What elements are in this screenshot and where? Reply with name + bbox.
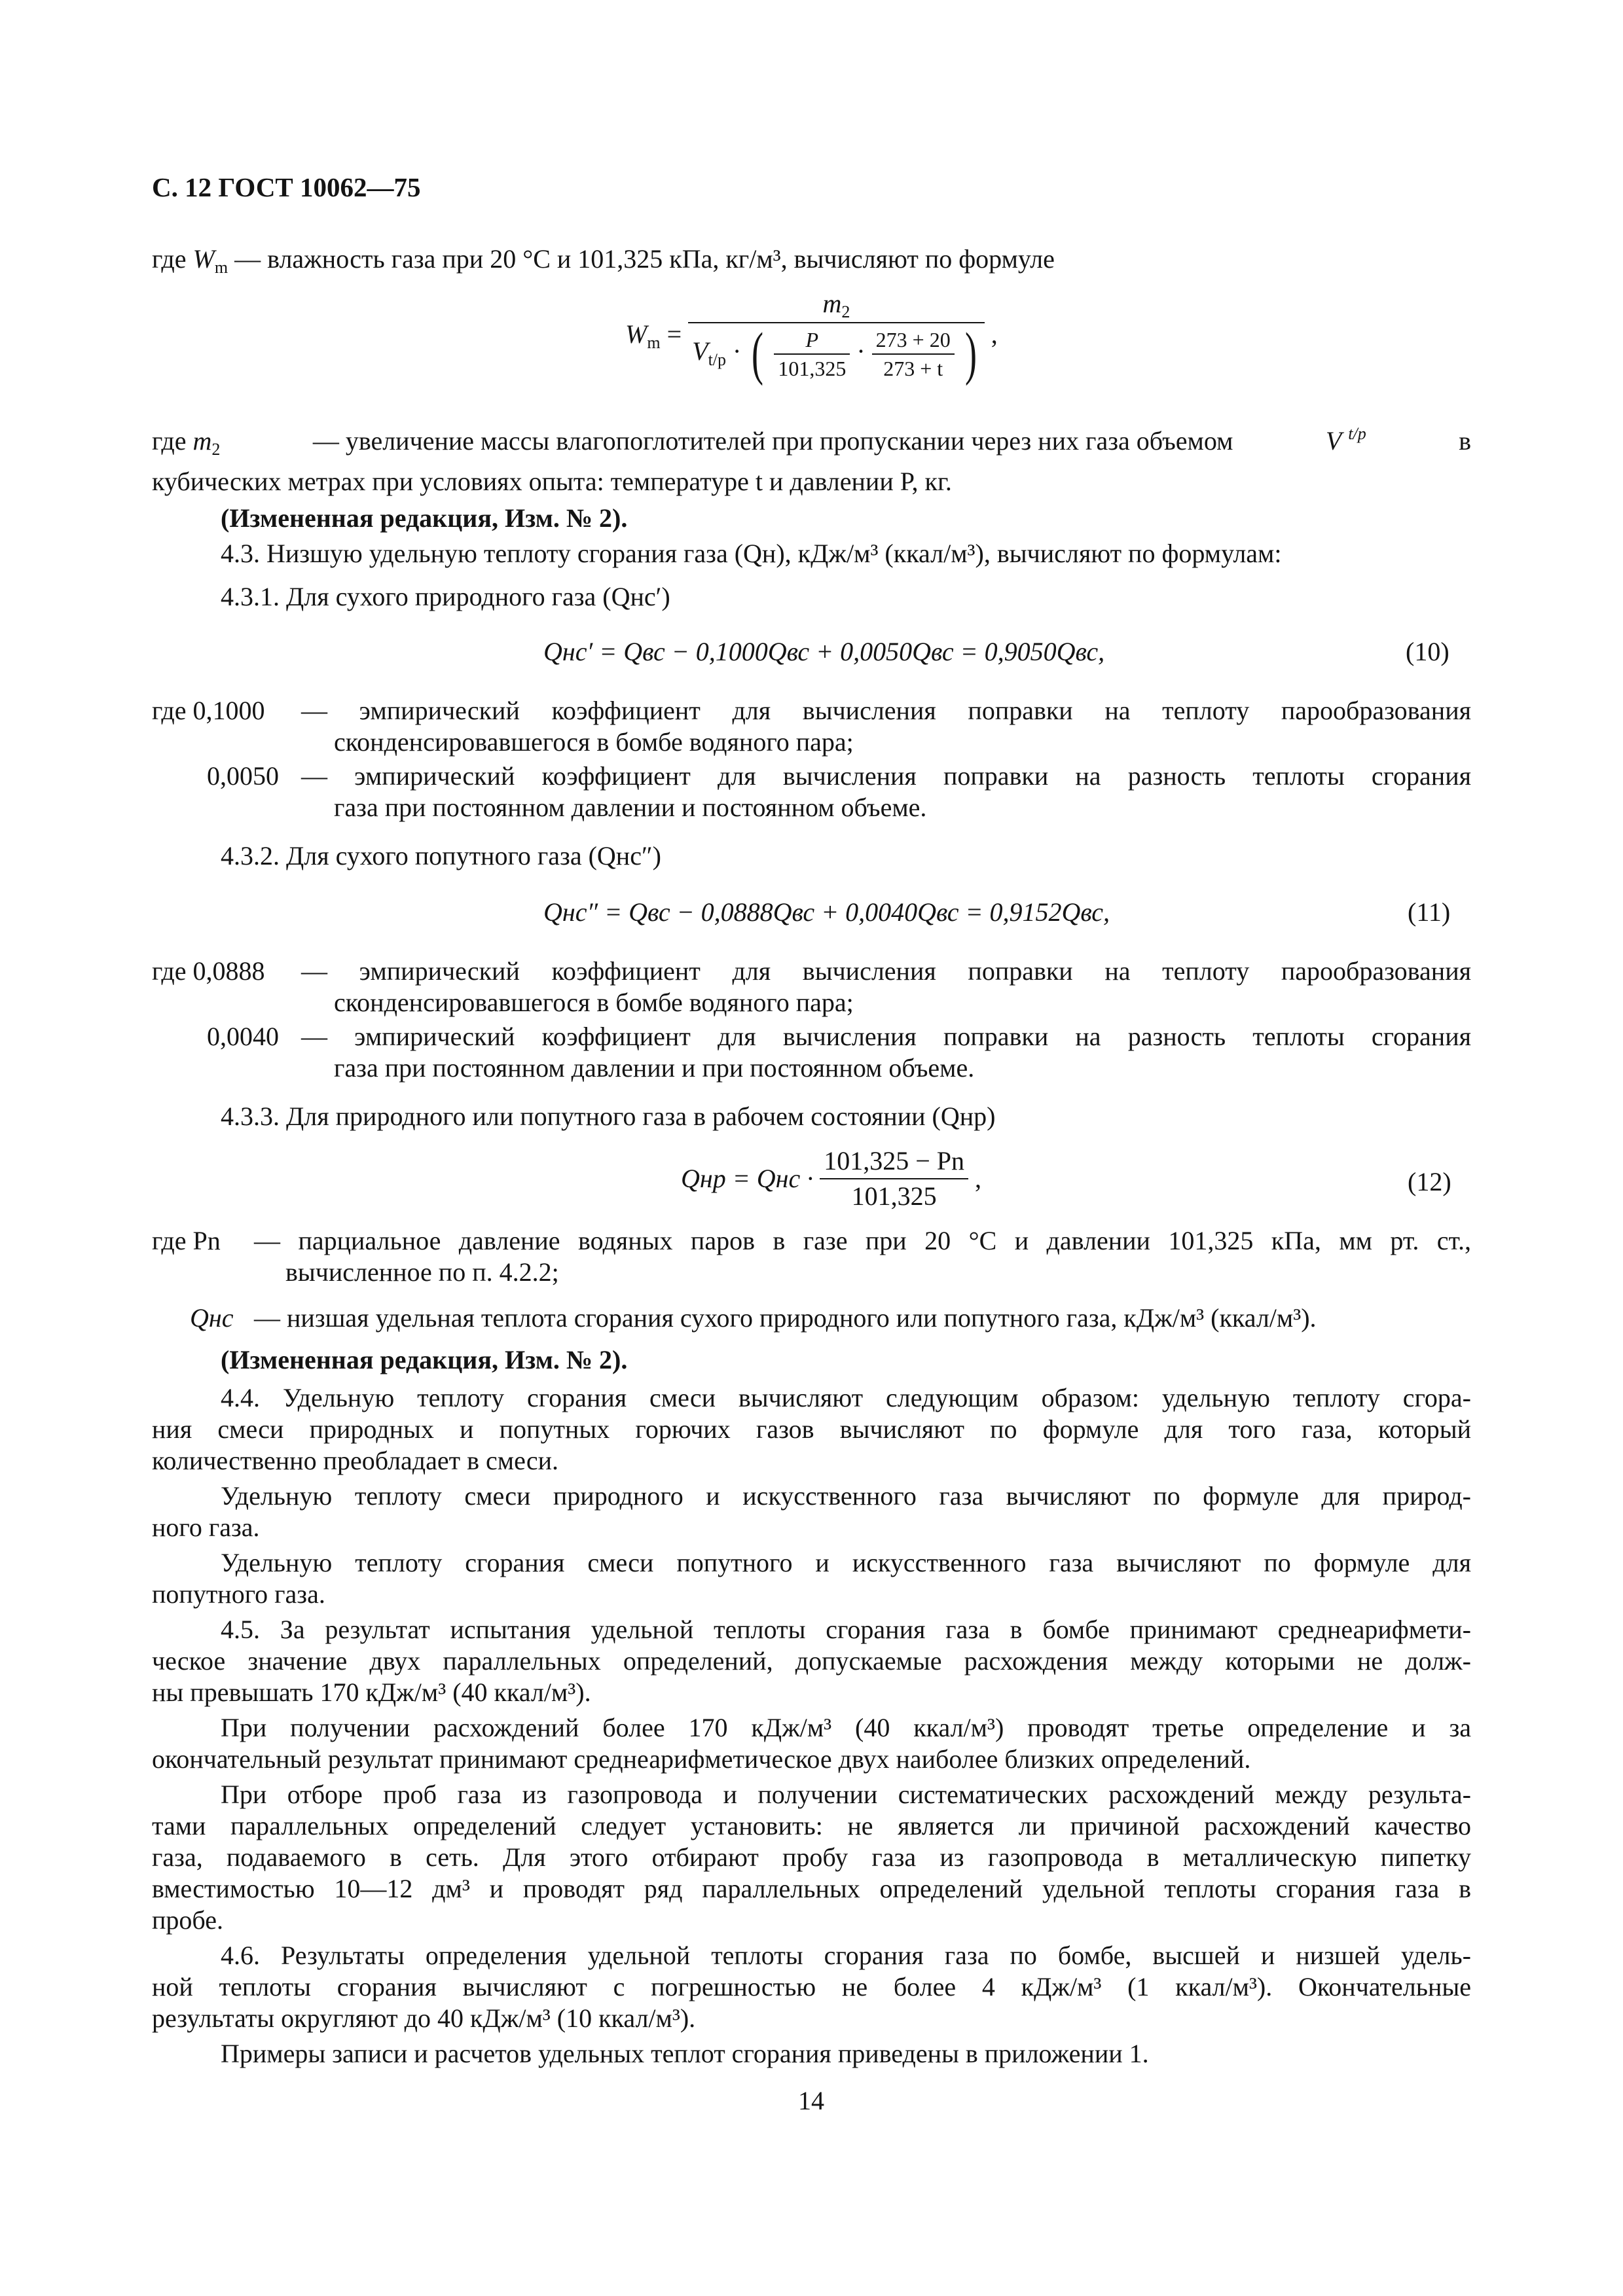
formula-wm-inner2 xyxy=(872,327,955,381)
equation-12-num: 101,325 − Pn xyxy=(820,1145,968,1179)
def-12-qn-key: Qнс xyxy=(190,1303,234,1333)
formula-wm-lparen: ( xyxy=(752,321,764,386)
def-11-2-line2: газа при постоянном давлении и при постоянном объеме. xyxy=(334,1053,975,1083)
equation-12-lhs: Qнр = Qнс · xyxy=(681,1164,814,1193)
paragraph-4-4b-line2: ного газа. xyxy=(152,1513,260,1542)
paragraph-4-5c-line1: При отборе проб газа из газопровода и получении систематических расхождений между результа- xyxy=(221,1780,1471,1809)
equation-10: Qнс′ = Qвс − 0,1000Qвс + 0,0050Qвс = 0,9050Qвс, xyxy=(543,637,1105,666)
equation-10-number: (10) xyxy=(1406,637,1450,666)
def-10-2-key: 0,0050 xyxy=(207,761,279,791)
equation-11-number: (11) xyxy=(1408,897,1451,927)
paragraph-4-6b: Примеры записи и расчетов удельных теплот сгорания приведены в приложении 1. xyxy=(221,2039,1149,2068)
formula-wm-lhs: W xyxy=(625,319,647,349)
def-12-qn-line: — низшая удельная теплота сгорания сухого природного или попутного газа, кДж/м³ (ккал/м³). xyxy=(254,1303,1317,1333)
intro-var: W xyxy=(192,244,215,274)
paragraph-4-3-2: 4.3.2. Для сухого попутного газа (Qнс″) xyxy=(221,841,661,870)
m2-def-end: в xyxy=(1459,426,1471,456)
def-11-1-key: где 0,0888 xyxy=(152,956,265,986)
m2-var: m xyxy=(192,426,212,456)
formula-wm-inner1-den: 101,325 xyxy=(778,357,847,380)
equation-12-number: (12) xyxy=(1408,1167,1451,1196)
formula-wm-eq: = xyxy=(666,319,682,349)
paragraph-4-6-line1: 4.6. Результаты определения удельной теплоты сгорания газа по бомбе, высшей и низшей удель- xyxy=(221,1941,1471,1970)
m2-def-vol: V $^{t/p}$ xyxy=(1325,424,1366,456)
def-12-pn-line1: — парциальное давление водяных паров в газе при 20 °С и давлении 101,325 кПа, мм рт. ст., xyxy=(254,1226,1471,1255)
amendment-note-1: (Измененная редакция, Изм. № 2). xyxy=(221,503,628,533)
formula-wm-inner2-den: 273 + t xyxy=(883,357,943,380)
intro-prefix: где xyxy=(152,244,187,274)
equation-12 xyxy=(681,1145,981,1224)
paragraph-4-4b-line1: Удельную теплоту смеси природного и искусственного газа вычисляют по формуле для природ- xyxy=(221,1481,1471,1511)
paragraph-4-3: 4.3. Низшую удельную теплоту сгорания газа (Qн), кДж/м³ (ккал/м³), вычисляют по формулам: xyxy=(221,539,1282,568)
def-11-1-line1: — эмпирический коэффициент для вычисления поправки на теплоту парообразования xyxy=(301,956,1471,986)
def-10-1-line1: — эмпирический коэффициент для вычисления поправки на теплоту парообразования xyxy=(301,696,1471,725)
formula-wm-tail: , xyxy=(991,319,998,349)
equation-12-den: 101,325 xyxy=(851,1181,937,1211)
paragraph-4-4-line3: количественно преобладает в смеси. xyxy=(152,1446,558,1475)
intro-line xyxy=(152,243,1055,275)
m2-def-line2: кубических метрах при условиях опыта: температуре t и давлении P, кг. xyxy=(152,467,952,496)
paragraph-4-4c-line2: попутного газа. xyxy=(152,1579,325,1609)
paragraph-4-5c-line2: тами параллельных определений следует установить: не является ли причиной расхождений качество xyxy=(152,1811,1471,1840)
paragraph-4-5-line2: ческое значение двух параллельных определений, допускаемые расхождения между которыми не долж- xyxy=(152,1646,1471,1676)
paragraph-4-5b-line2: окончательный результат принимают среднеарифметическое двух наиболее близких определений. xyxy=(152,1744,1251,1774)
paragraph-4-5c-line5: пробе. xyxy=(152,1905,223,1935)
amendment-note-2: (Измененная редакция, Изм. № 2). xyxy=(221,1345,628,1374)
formula-wm-dot-2: · xyxy=(856,336,866,367)
formula-wm xyxy=(625,288,998,406)
paragraph-4-6-line2: ной теплоты сгорания вычисляют с погрешностью не более 4 кДж/м³ (1 ккал/м³). Окончательные xyxy=(152,1972,1471,2001)
page-number: 14 xyxy=(798,2086,824,2115)
paragraph-4-5b-line1: При получении расхождений более 170 кДж/м³ (40 ккал/м³) проводят третье определение и за xyxy=(221,1713,1471,1742)
formula-wm-inner1-num: P xyxy=(774,327,850,355)
formula-wm-den-v-sub: t/p xyxy=(708,350,727,370)
def-10-1-key: где 0,1000 xyxy=(152,696,265,725)
page-header: С. 12 ГОСТ 10062—75 xyxy=(152,172,421,202)
formula-wm-numerator-sub: 2 xyxy=(841,302,850,321)
def-10-2-line2: газа при постоянном давлении и постоянном объеме. xyxy=(334,793,927,822)
formula-wm-rparen: ) xyxy=(964,321,977,386)
paragraph-4-3-1: 4.3.1. Для сухого природного газа (Qнс′) xyxy=(221,582,670,611)
formula-wm-inner1 xyxy=(774,327,850,381)
def-11-1-line2: сконденсировавшегося в бомбе водяного пара; xyxy=(334,988,854,1017)
paragraph-4-5-line1: 4.5. За результат испытания удельной теплоты сгорания газа в бомбе принимают среднеарифмети- xyxy=(221,1615,1471,1644)
intro-var-sub: m xyxy=(214,258,228,277)
m2-var-sub: 2 xyxy=(211,440,221,459)
paragraph-4-4-line2: ния смеси природных и попутных горючих газов вычисляют по формуле для того газа, который xyxy=(152,1414,1471,1444)
def-10-1-line2: сконденсировавшегося в бомбе водяного пара; xyxy=(334,727,854,757)
paragraph-4-4-line1: 4.4. Удельную теплоту сгорания смеси вычисляют следующим образом: удельную теплоту сгора- xyxy=(221,1383,1471,1412)
def-12-pn-key: где Pn xyxy=(152,1226,221,1255)
def-12-pn-line2: вычисленное по п. 4.2.2; xyxy=(285,1257,559,1287)
equation-11: Qнс″ = Qвс − 0,0888Qвс + 0,0040Qвс = 0,9152Qвс, xyxy=(543,897,1110,927)
equation-12-tail: , xyxy=(975,1164,982,1193)
formula-wm-den-v: V xyxy=(692,336,708,367)
equation-12-fraction xyxy=(820,1145,968,1212)
paragraph-4-5c-line3: газа, подаваемого в сеть. Для этого отбирают пробу газа из газопровода в металлическую пипетку xyxy=(152,1842,1471,1872)
def-11-2-key: 0,0040 xyxy=(207,1022,279,1051)
paragraph-4-4c-line1: Удельную теплоту сгорания смеси попутного и искусственного газа вычисляют по формуле для xyxy=(221,1548,1471,1577)
formula-wm-numerator: m xyxy=(822,289,842,318)
formula-wm-dot: · xyxy=(733,336,742,367)
m2-def-prefix: где $m_2$ xyxy=(152,426,221,459)
def-10-2-line1: — эмпирический коэффициент для вычисления поправки на разность теплоты сгорания xyxy=(301,761,1471,791)
paragraph-4-6-line3: результаты округляют до 40 кДж/м³ (10 ккал/м³). xyxy=(152,2003,696,2033)
intro-text: — влажность газа при 20 °С и 101,325 кПа, кг/м³, вычисляют по формуле xyxy=(228,244,1055,274)
def-11-2-line1: — эмпирический коэффициент для вычисления поправки на разность теплоты сгорания xyxy=(301,1022,1471,1051)
formula-wm-inner2-num: 273 + 20 xyxy=(872,327,955,355)
m2-def-line1 xyxy=(152,425,1471,457)
formula-wm-fraction xyxy=(688,288,985,386)
paragraph-4-5c-line4: вместимостью 10—12 дм³ и проводят ряд параллельных определений удельной теплоты сгорания газа в xyxy=(152,1874,1471,1903)
paragraph-4-5-line3: ны превышать 170 кДж/м³ (40 ккал/м³). xyxy=(152,1677,591,1707)
formula-wm-lhs-sub: m xyxy=(647,333,661,352)
m2-def-text: — увеличение массы влагопоглотителей при пропускании через них газа объемом xyxy=(312,426,1233,456)
paragraph-4-3-3: 4.3.3. Для природного или попутного газа в рабочем состоянии (Qнр) xyxy=(221,1102,996,1131)
